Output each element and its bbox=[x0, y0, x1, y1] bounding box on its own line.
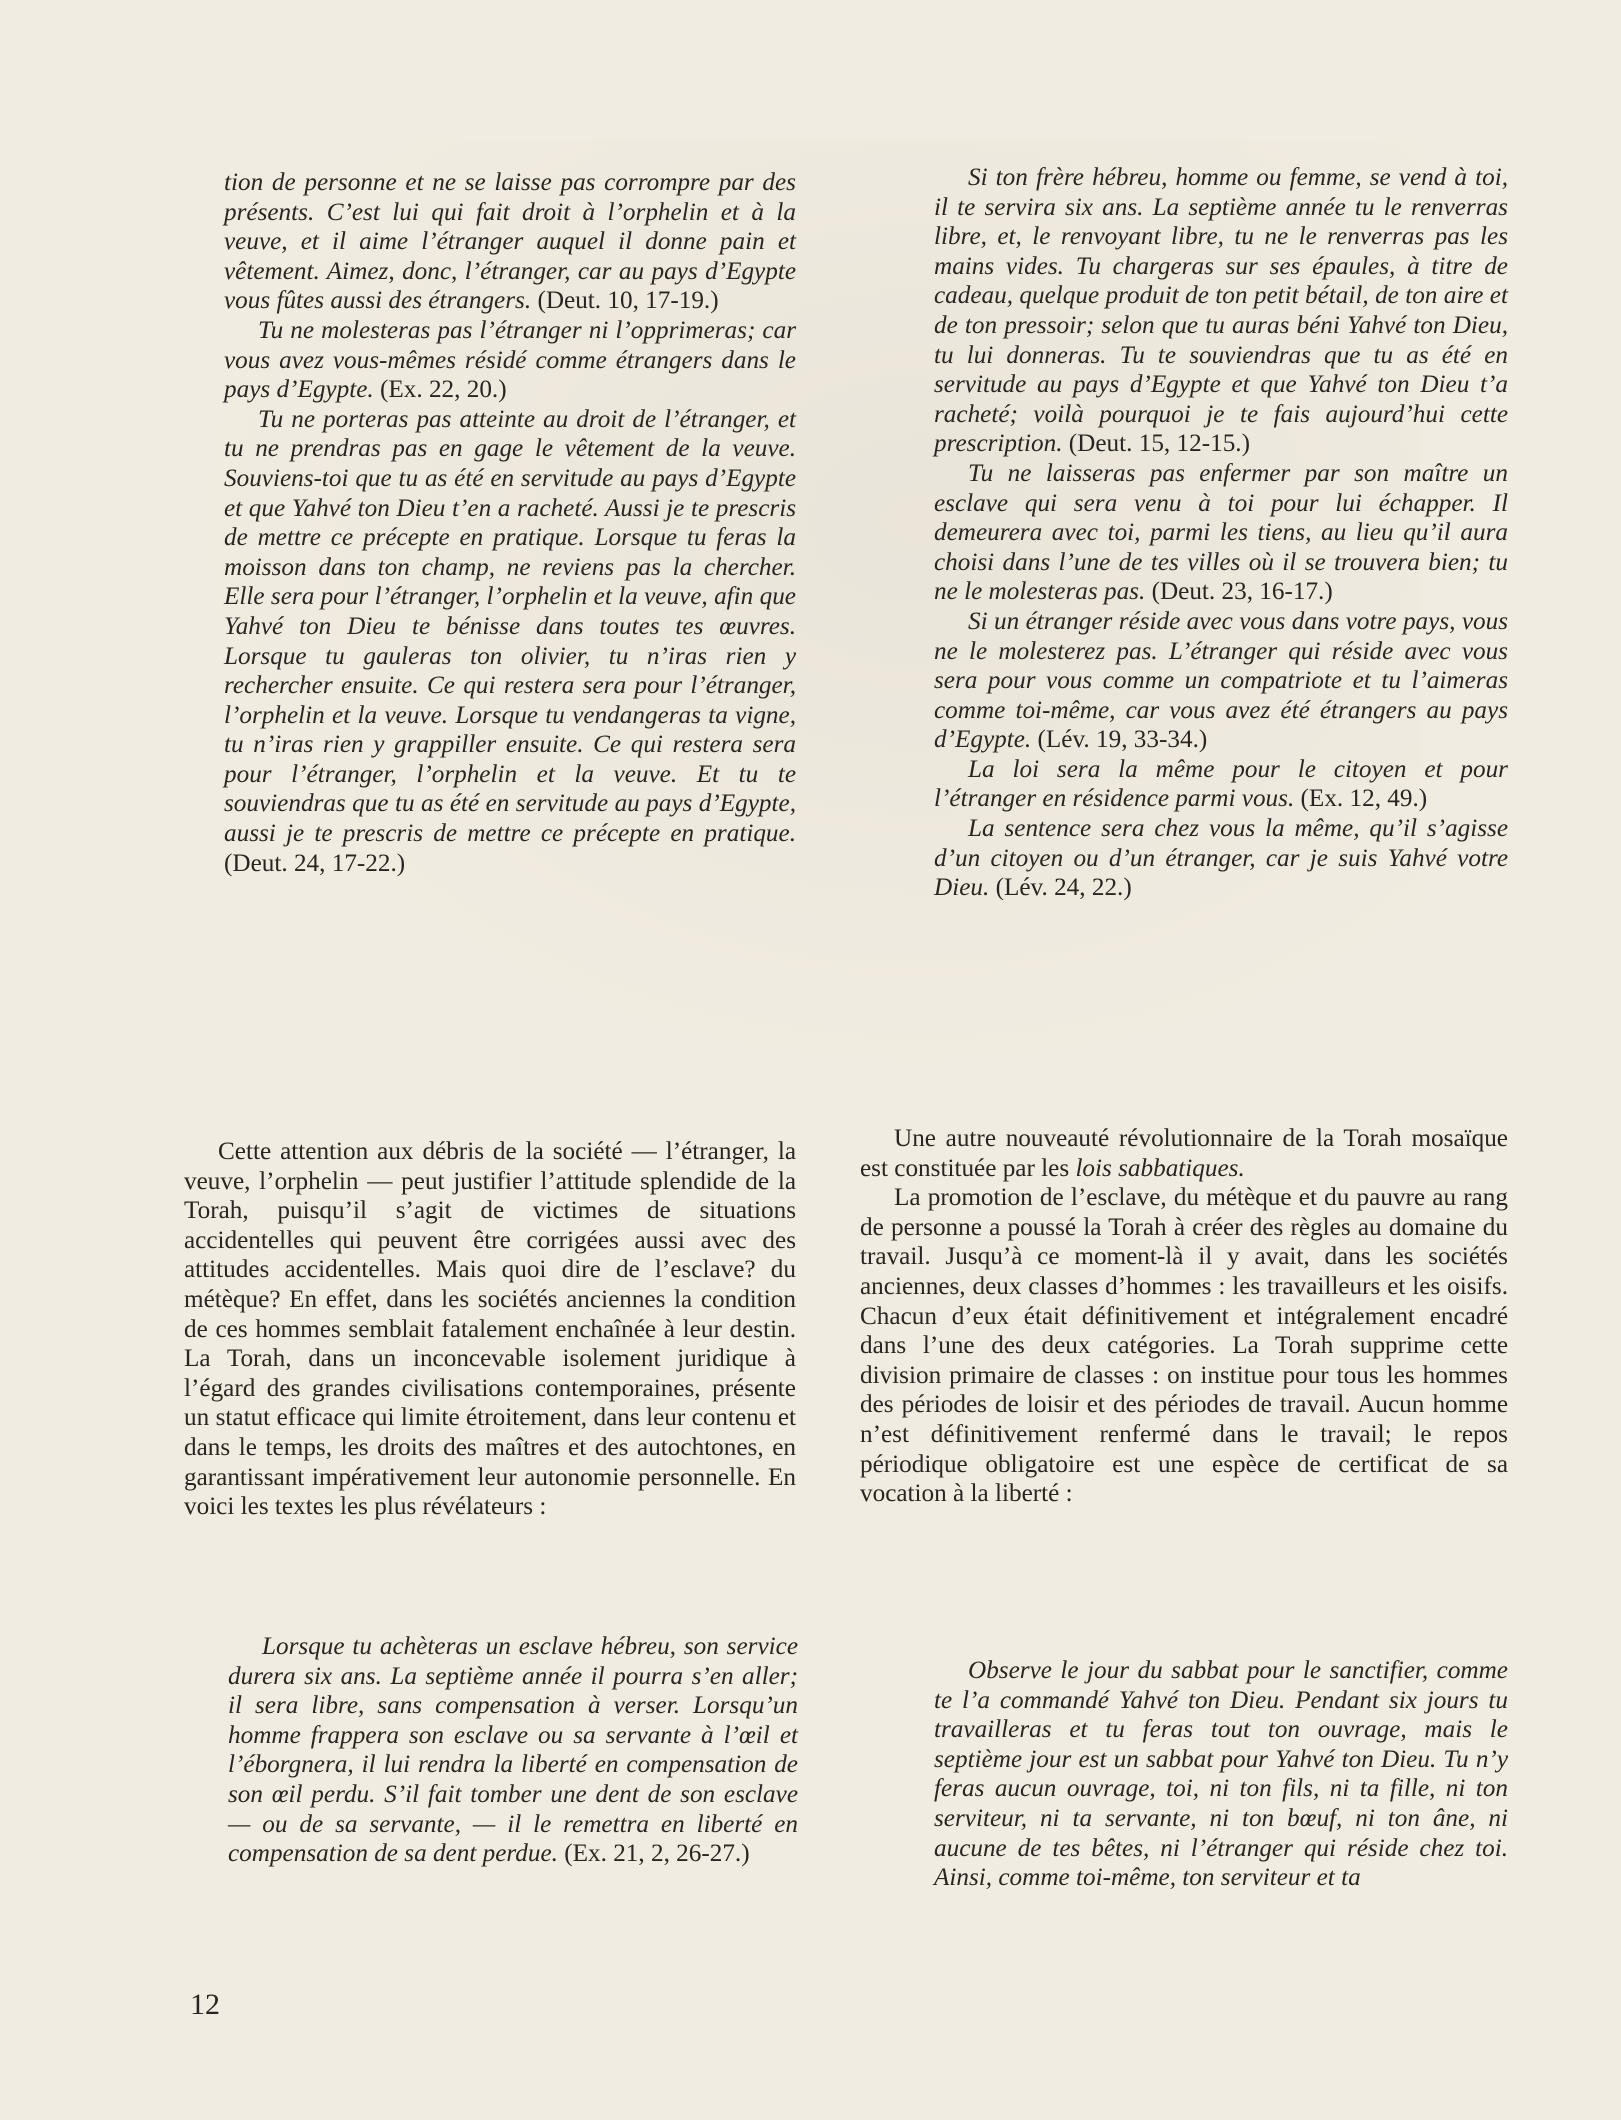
right-top-quote-block bbox=[934, 163, 1508, 903]
scripture-reference: (Ex. 21, 2, 26-27.) bbox=[564, 1840, 750, 1868]
quote-paragraph bbox=[934, 755, 1508, 814]
quote-text: Lorsque tu achèteras un esclave hébreu, son service durera six ans. La septième année il pourra s’en aller; il sera libre, sans compensation à verser. Lorsqu’un homme frappera son esclave ou sa servante à l’œil et l’éborgnera, il lui rendra la liberté en compensation de son œil perdu. S’il fait tomber une dent de son esclave — ou de sa servante, — il le remettra en liberté en compensation de sa dent perdue. bbox=[228, 1633, 798, 1868]
scripture-reference: (Deut. 23, 16-17.) bbox=[1151, 578, 1333, 606]
quote-paragraph: Observe le jour du sabbat pour le sanctifier, comme te l’a commandé Yahvé ton Dieu. Pendant six jours tu travailleras et tu feras tout ton ouvrage, mais le septième jour est un sabbat pour Yahvé ton Dieu. Tu n’y feras aucun ouvrage, toi, ni ton fils, ni ta fille, ni ton serviteur, ni ta servante, ni ton bœuf, ni ton âne, ni aucune de tes bêtes, ni l’étranger qui réside chez toi. Ainsi, comme toi-même, ton serviteur et ta bbox=[934, 1657, 1508, 1892]
quote-paragraph bbox=[224, 316, 796, 405]
quote-paragraph bbox=[934, 607, 1508, 755]
body-paragraph bbox=[860, 1124, 1508, 1183]
quote-text: Tu ne porteras pas atteinte au droit de l’étranger, et tu ne prendras pas en gage le vêtement de la veuve. Souviens-toi que tu as été en servitude au pays d’Egypte et que Yahvé ton Dieu t’en a racheté. Aussi je te prescris de mettre ce précepte en pratique. Lorsque tu feras la moisson dans ton champ, ne reviens pas la chercher. Elle sera pour l’étranger, l’orphelin et la veuve, afin que Yahvé ton Dieu te bénisse dans toutes tes œuvres. Lorsque tu gauleras ton olivier, tu n’iras rien y rechercher ensuite. Ce qui restera sera pour l’étranger, l’orphelin et la veuve. Lorsque tu vendangeras ta vigne, tu n’iras rien y grappiller ensuite. Ce qui restera sera pour l’étranger, l’orphelin et la veuve. Et tu te souviendras que tu as été en servitude au pays d’Egypte, aussi je te prescris de mettre ce précepte en pratique. bbox=[224, 405, 796, 848]
scripture-reference: (Deut. 15, 12-15.) bbox=[1068, 430, 1250, 458]
quote-text: Si un étranger réside avec vous dans votre pays, vous ne le molesterez pas. L’étranger qui réside avec vous sera pour vous comme un compatriote et tu l’aimeras comme toi-même, car vous avez été étrangers au pays d’Egypte. bbox=[934, 607, 1508, 754]
scripture-reference: (Deut. 24, 17-22.) bbox=[224, 849, 406, 877]
scripture-reference: (Lév. 19, 33-34.) bbox=[1037, 726, 1208, 754]
left-top-quote-block bbox=[224, 168, 796, 878]
quote-paragraph bbox=[224, 405, 796, 879]
quote-text: La sentence sera chez vous la même, qu’il s’agisse d’un citoyen ou d’un étranger, car je suis Yahvé votre Dieu. bbox=[934, 815, 1508, 902]
quote-paragraph bbox=[224, 168, 796, 316]
quote-paragraph bbox=[934, 163, 1508, 459]
quote-text: tion de personne et ne se laisse pas corrompre par des présents. C’est lui qui fait droit à l’orphelin et à la veuve, et il aime l’étranger auquel il donne pain et vêtement. Aimez, donc, l’étranger, car au pays d’Egypte vous fûtes aussi des étrangers. bbox=[224, 169, 796, 315]
quote-paragraph bbox=[934, 459, 1508, 607]
scripture-reference: (Deut. 10, 17-19.) bbox=[537, 287, 719, 315]
right-bottom-body bbox=[860, 1124, 1508, 1509]
scripture-reference: (Ex. 22, 20.) bbox=[379, 376, 507, 404]
quote-text: Tu ne molesteras pas l’étranger ni l’opprimeras; car vous avez vous-mêmes résidé comme étrangers dans le pays d’Egypte. bbox=[224, 316, 796, 404]
body-paragraph: La promotion de l’esclave, du métèque et du pauvre au rang de personne a poussé la Torah à créer des règles au domaine du travail. Jusqu’à ce moment-là il y avait, dans les sociétés anciennes, deux classes d’hommes : les travailleurs et les oisifs. Chacun d’eux était définitivement et intégralement encadré dans l’une des deux catégories. La Torah supprime cette division primaire de classes : on institue pour tous les hommes des périodes de loisir et des périodes de travail. Aucun homme n’est définitivement renfermé dans le travail; le repos périodique obligatoire est une espèce de certificat de sa vocation à la liberté : bbox=[860, 1184, 1508, 1508]
quote-text: Si ton frère hébreu, homme ou femme, se vend à toi, il te servira six ans. La septième année tu le renverras libre, et, le renvoyant libre, tu ne le renverras pas les mains vides. Tu chargeras sur ses épaules, à titre de cadeau, quelque produit de ton petit bétail, de ton aire et de ton pressoir; selon que tu auras béni Yahvé ton Dieu, tu lui donneras. Tu te souviendras que tu as été en servitude au pays d’Egypte et que Yahvé ton Dieu t’a racheté; voilà pourquoi je te fais aujourd’hui cette prescription. bbox=[934, 164, 1508, 458]
quote-paragraph bbox=[228, 1632, 798, 1869]
body-paragraph: Cette attention aux débris de la société — l’étranger, la veuve, l’orphelin — peut justifier l’attitude splendide de la Torah, puisqu’il s’agit de victimes de situations accidentelles qui peuvent être corrigées aussi avec des attitudes accidentelles. Mais quoi dire de l’esclave? du métèque? En effet, dans les sociétés anciennes la condition de ces hommes semblait fatalement enchaînée à leur destin. La Torah, dans un inconcevable isolement juridique à l’égard des grandes civilisations contemporaines, présente un statut efficace qui limite étroitement, dans leur contenu et dans le temps, les droits des maîtres et des autochtones, en garantissant impérativement leur autonomie personnelle. En voici les textes les plus révélateurs : bbox=[184, 1138, 796, 1521]
left-bottom-quote-block bbox=[228, 1632, 798, 1869]
scripture-reference: (Lév. 24, 22.) bbox=[995, 874, 1132, 902]
body-text: Une autre nouveauté révolutionnaire de la Torah mosaïque est constituée par les bbox=[860, 1125, 1508, 1182]
left-bottom-body bbox=[184, 1137, 796, 1522]
page-number: 12 bbox=[190, 1988, 220, 2021]
quote-text: La loi sera la même pour le citoyen et pour l’étranger en résidence parmi vous. bbox=[934, 755, 1508, 813]
quote-text: Tu ne laisseras pas enfermer par son maître un esclave qui sera venu à toi pour lui échapper. Il demeurera avec toi, parmi les tiens, au lieu qu’il aura choisi dans l’une de tes villes où il se trouvera bien; tu ne le molesteras pas. bbox=[934, 459, 1508, 606]
right-bottom-quote-block bbox=[934, 1656, 1508, 1893]
scripture-reference: (Ex. 12, 49.) bbox=[1300, 785, 1428, 813]
emphasized-term: lois sabbatiques. bbox=[1075, 1154, 1245, 1182]
quote-paragraph bbox=[934, 814, 1508, 903]
